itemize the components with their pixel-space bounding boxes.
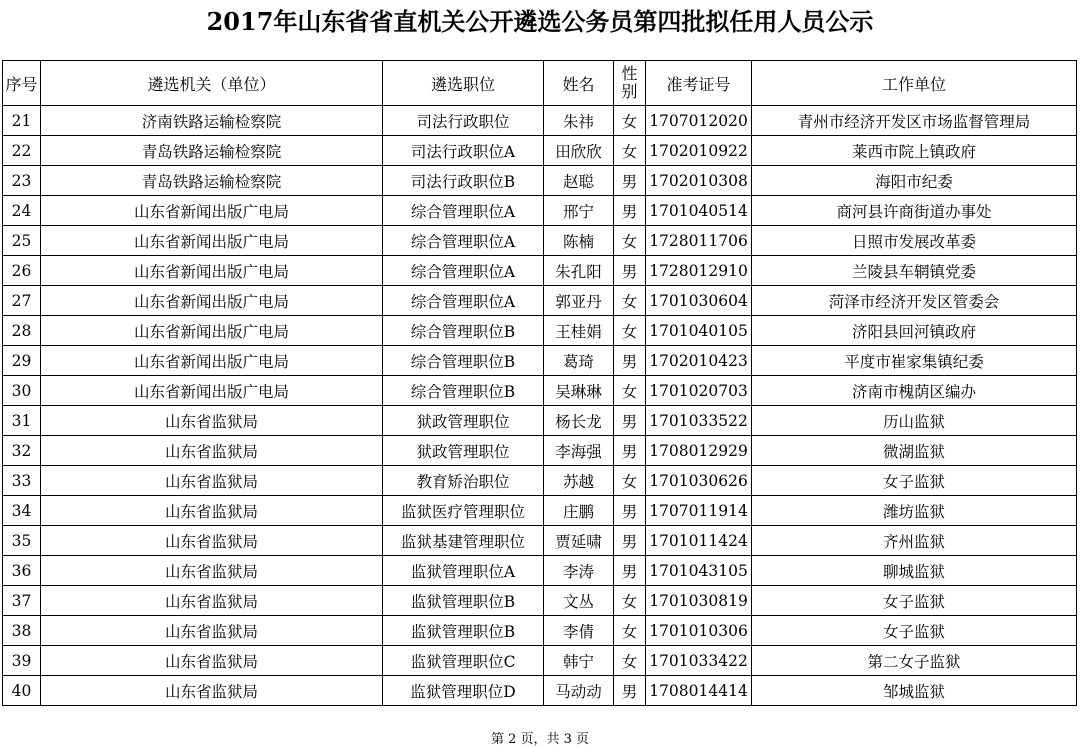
cell-exam-id: 1701040514	[646, 196, 752, 226]
table-row	[3, 166, 1077, 196]
table-row	[3, 106, 1077, 136]
cell-gender: 男	[614, 406, 646, 436]
cell-seq: 33	[3, 466, 41, 496]
cell-workplace: 莱西市院上镇政府	[752, 136, 1077, 166]
cell-seq: 23	[3, 166, 41, 196]
cell-position: 监狱管理职位B	[383, 616, 544, 646]
cell-position: 监狱管理职位D	[383, 676, 544, 706]
table-row	[3, 676, 1077, 706]
cell-seq: 39	[3, 646, 41, 676]
cell-exam-id: 1701030819	[646, 586, 752, 616]
cell-name: 贾延啸	[544, 526, 614, 556]
table-row	[3, 376, 1077, 406]
table-body	[3, 106, 1077, 706]
cell-seq: 35	[3, 526, 41, 556]
cell-gender: 女	[614, 646, 646, 676]
cell-gender: 女	[614, 466, 646, 496]
cell-workplace: 邹城监狱	[752, 676, 1077, 706]
cell-seq: 37	[3, 586, 41, 616]
cell-exam-id: 1701030626	[646, 466, 752, 496]
cell-position: 司法行政职位A	[383, 136, 544, 166]
cell-workplace: 青州市经济开发区市场监督管理局	[752, 106, 1077, 136]
cell-seq: 21	[3, 106, 41, 136]
cell-name: 马动动	[544, 676, 614, 706]
cell-name: 吴琳琳	[544, 376, 614, 406]
cell-workplace: 历山监狱	[752, 406, 1077, 436]
table-row	[3, 256, 1077, 286]
cell-agency: 山东省监狱局	[41, 676, 383, 706]
table-row	[3, 436, 1077, 466]
table-row	[3, 196, 1077, 226]
cell-gender: 男	[614, 196, 646, 226]
cell-name: 杨长龙	[544, 406, 614, 436]
cell-name: 文丛	[544, 586, 614, 616]
cell-name: 田欣欣	[544, 136, 614, 166]
cell-gender: 男	[614, 496, 646, 526]
cell-exam-id: 1702010308	[646, 166, 752, 196]
cell-gender: 女	[614, 376, 646, 406]
cell-workplace: 济南市槐荫区编办	[752, 376, 1077, 406]
cell-name: 苏越	[544, 466, 614, 496]
header-position: 遴选职位	[383, 61, 544, 106]
cell-exam-id: 1701020703	[646, 376, 752, 406]
table-header-row	[3, 61, 1077, 106]
cell-seq: 24	[3, 196, 41, 226]
cell-agency: 山东省监狱局	[41, 406, 383, 436]
cell-name: 陈楠	[544, 226, 614, 256]
header-agency: 遴选机关（单位）	[41, 61, 383, 106]
cell-position: 司法行政职位B	[383, 166, 544, 196]
cell-exam-id: 1702010922	[646, 136, 752, 166]
cell-exam-id: 1701010306	[646, 616, 752, 646]
cell-agency: 山东省监狱局	[41, 436, 383, 466]
cell-exam-id: 1701033522	[646, 406, 752, 436]
cell-seq: 28	[3, 316, 41, 346]
cell-exam-id: 1707012020	[646, 106, 752, 136]
table-row	[3, 406, 1077, 436]
cell-seq: 22	[3, 136, 41, 166]
table-row	[3, 646, 1077, 676]
table-row	[3, 316, 1077, 346]
cell-gender: 女	[614, 286, 646, 316]
table-row	[3, 556, 1077, 586]
cell-agency: 山东省新闻出版广电局	[41, 316, 383, 346]
cell-exam-id: 1701030604	[646, 286, 752, 316]
cell-workplace: 商河县许商街道办事处	[752, 196, 1077, 226]
cell-position: 司法行政职位	[383, 106, 544, 136]
cell-gender: 女	[614, 316, 646, 346]
cell-gender: 女	[614, 136, 646, 166]
cell-exam-id: 1728011706	[646, 226, 752, 256]
cell-exam-id: 1701043105	[646, 556, 752, 586]
cell-name: 韩宁	[544, 646, 614, 676]
cell-agency: 山东省监狱局	[41, 466, 383, 496]
cell-name: 李海强	[544, 436, 614, 466]
cell-workplace: 女子监狱	[752, 586, 1077, 616]
cell-agency: 山东省新闻出版广电局	[41, 196, 383, 226]
cell-agency: 山东省监狱局	[41, 496, 383, 526]
cell-agency: 青岛铁路运输检察院	[41, 166, 383, 196]
cell-seq: 32	[3, 436, 41, 466]
cell-position: 狱政管理职位	[383, 436, 544, 466]
cell-agency: 山东省新闻出版广电局	[41, 346, 383, 376]
cell-name: 李倩	[544, 616, 614, 646]
cell-gender: 男	[614, 256, 646, 286]
cell-position: 监狱管理职位C	[383, 646, 544, 676]
cell-name: 庄鹏	[544, 496, 614, 526]
cell-gender: 女	[614, 586, 646, 616]
table-row	[3, 346, 1077, 376]
cell-gender: 女	[614, 106, 646, 136]
header-gender-top: 性	[621, 64, 638, 83]
header-gender-bottom: 别	[621, 82, 638, 101]
table-row	[3, 496, 1077, 526]
cell-gender: 女	[614, 616, 646, 646]
cell-exam-id: 1701040105	[646, 316, 752, 346]
table-row	[3, 286, 1077, 316]
table-row	[3, 226, 1077, 256]
cell-workplace: 微湖监狱	[752, 436, 1077, 466]
table-row	[3, 136, 1077, 166]
cell-workplace: 女子监狱	[752, 616, 1077, 646]
cell-workplace: 女子监狱	[752, 466, 1077, 496]
header-gender	[614, 61, 646, 106]
header-seq: 序号	[3, 61, 41, 106]
cell-position: 监狱医疗管理职位	[383, 496, 544, 526]
cell-agency: 山东省监狱局	[41, 616, 383, 646]
cell-gender: 男	[614, 526, 646, 556]
page-title: 2017年山东省省直机关公开遴选公务员第四批拟任用人员公示	[206, 7, 874, 36]
cell-seq: 27	[3, 286, 41, 316]
cell-position: 综合管理职位B	[383, 346, 544, 376]
appointee-table	[2, 60, 1077, 706]
cell-exam-id: 1702010423	[646, 346, 752, 376]
cell-exam-id: 1707011914	[646, 496, 752, 526]
cell-agency: 山东省监狱局	[41, 556, 383, 586]
cell-position: 综合管理职位A	[383, 226, 544, 256]
cell-exam-id: 1701011424	[646, 526, 752, 556]
cell-agency: 山东省监狱局	[41, 646, 383, 676]
cell-agency: 山东省新闻出版广电局	[41, 376, 383, 406]
cell-workplace: 菏泽市经济开发区管委会	[752, 286, 1077, 316]
cell-exam-id: 1728012910	[646, 256, 752, 286]
cell-seq: 34	[3, 496, 41, 526]
cell-gender: 女	[614, 226, 646, 256]
cell-seq: 30	[3, 376, 41, 406]
cell-seq: 29	[3, 346, 41, 376]
table-row	[3, 466, 1077, 496]
header-name: 姓名	[544, 61, 614, 106]
cell-name: 朱孔阳	[544, 256, 614, 286]
cell-position: 监狱管理职位A	[383, 556, 544, 586]
cell-seq: 26	[3, 256, 41, 286]
table-row	[3, 616, 1077, 646]
cell-agency: 济南铁路运输检察院	[41, 106, 383, 136]
cell-workplace: 第二女子监狱	[752, 646, 1077, 676]
cell-workplace: 济阳县回河镇政府	[752, 316, 1077, 346]
cell-agency: 青岛铁路运输检察院	[41, 136, 383, 166]
header-exam-id: 准考证号	[646, 61, 752, 106]
page-footer: 第 2 页，共 3 页	[490, 732, 590, 747]
cell-name: 赵聪	[544, 166, 614, 196]
header-workplace: 工作单位	[752, 61, 1077, 106]
cell-position: 综合管理职位A	[383, 256, 544, 286]
cell-name: 葛琦	[544, 346, 614, 376]
cell-workplace: 聊城监狱	[752, 556, 1077, 586]
cell-name: 王桂娟	[544, 316, 614, 346]
cell-position: 综合管理职位B	[383, 376, 544, 406]
cell-workplace: 平度市崔家集镇纪委	[752, 346, 1077, 376]
cell-gender: 男	[614, 436, 646, 466]
cell-agency: 山东省监狱局	[41, 526, 383, 556]
cell-position: 综合管理职位B	[383, 316, 544, 346]
cell-agency: 山东省新闻出版广电局	[41, 286, 383, 316]
cell-workplace: 潍坊监狱	[752, 496, 1077, 526]
cell-name: 郭亚丹	[544, 286, 614, 316]
cell-position: 综合管理职位A	[383, 196, 544, 226]
cell-name: 邢宁	[544, 196, 614, 226]
cell-agency: 山东省新闻出版广电局	[41, 226, 383, 256]
cell-gender: 男	[614, 346, 646, 376]
cell-position: 监狱基建管理职位	[383, 526, 544, 556]
cell-seq: 38	[3, 616, 41, 646]
cell-gender: 男	[614, 676, 646, 706]
cell-position: 教育矫治职位	[383, 466, 544, 496]
cell-gender: 男	[614, 166, 646, 196]
cell-workplace: 海阳市纪委	[752, 166, 1077, 196]
cell-workplace: 兰陵县车辋镇党委	[752, 256, 1077, 286]
table-row	[3, 586, 1077, 616]
cell-seq: 36	[3, 556, 41, 586]
cell-exam-id: 1708014414	[646, 676, 752, 706]
cell-name: 朱祎	[544, 106, 614, 136]
cell-agency: 山东省新闻出版广电局	[41, 256, 383, 286]
cell-exam-id: 1701033422	[646, 646, 752, 676]
cell-exam-id: 1708012929	[646, 436, 752, 466]
cell-workplace: 日照市发展改革委	[752, 226, 1077, 256]
cell-position: 监狱管理职位B	[383, 586, 544, 616]
cell-position: 综合管理职位A	[383, 286, 544, 316]
cell-agency: 山东省监狱局	[41, 586, 383, 616]
cell-position: 狱政管理职位	[383, 406, 544, 436]
cell-seq: 40	[3, 676, 41, 706]
cell-seq: 25	[3, 226, 41, 256]
cell-gender: 男	[614, 556, 646, 586]
cell-workplace: 齐州监狱	[752, 526, 1077, 556]
table-row	[3, 526, 1077, 556]
cell-name: 李涛	[544, 556, 614, 586]
cell-seq: 31	[3, 406, 41, 436]
